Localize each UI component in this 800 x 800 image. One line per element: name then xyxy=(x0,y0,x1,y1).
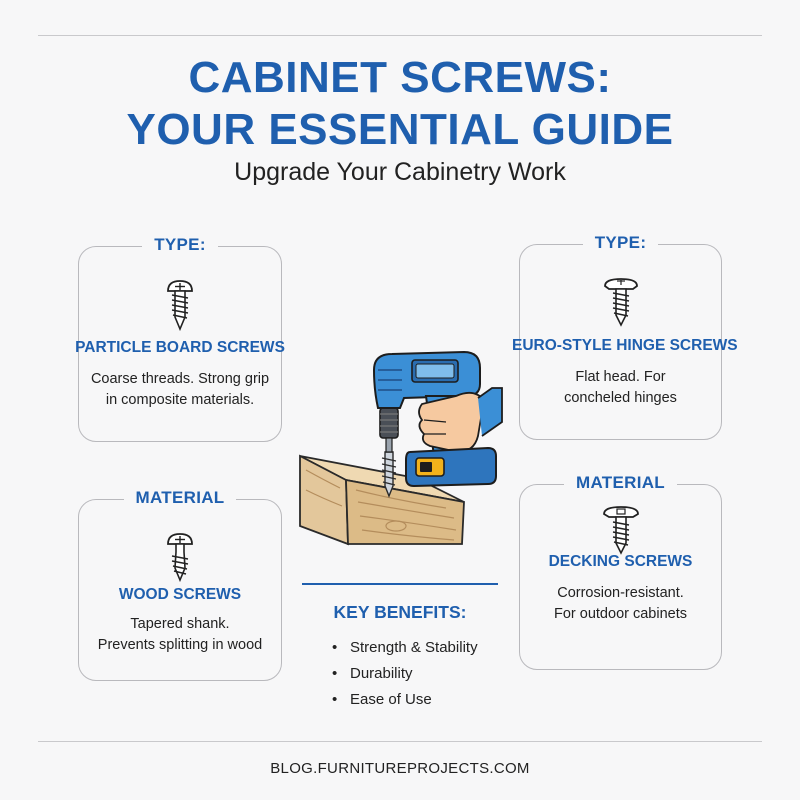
card-description-line2: Prevents splitting in wood xyxy=(97,637,263,653)
flat-head-screw-icon xyxy=(603,277,639,327)
footer-website: BLOG.FURNITUREPROJECTS.COM xyxy=(270,760,530,777)
card-tag: TYPE: xyxy=(79,235,281,255)
card-description-line2: For outdoor cabinets xyxy=(554,606,687,622)
top-divider xyxy=(38,35,762,36)
card-euro-style-hinge-screws xyxy=(512,233,738,440)
benefits-title: KEY BENEFITS: xyxy=(333,602,467,622)
card-decking-screws xyxy=(519,473,722,670)
decking-screw-icon xyxy=(602,505,640,555)
wood-screw-icon xyxy=(165,532,195,582)
card-description-line1: Corrosion-resistant. xyxy=(557,585,684,601)
benefits-divider xyxy=(302,583,498,585)
benefit-item: • Strength & Stability xyxy=(332,635,478,661)
benefits-list xyxy=(332,635,478,713)
cordless-drill-into-wood-icon xyxy=(296,340,524,546)
page-title-line1: CABINET SCREWS: xyxy=(188,53,612,102)
card-description-line1: Tapered shank. xyxy=(130,616,230,632)
page-subtitle: Upgrade Your Cabinetry Work xyxy=(234,158,566,186)
card-title: WOOD SCREWS xyxy=(118,586,242,603)
pan-head-screw-icon xyxy=(165,279,195,331)
card-description-line1: Flat head. For xyxy=(575,369,666,385)
card-title: DECKING SCREWS xyxy=(548,553,693,570)
bottom-divider xyxy=(38,741,762,742)
page-title-line2: YOUR ESSENTIAL GUIDE xyxy=(126,105,674,154)
benefit-item: • Durability xyxy=(332,661,478,687)
card-tag: TYPE: xyxy=(520,233,721,253)
card-wood-screws xyxy=(78,488,282,681)
card-description-line2: in composite materials. xyxy=(105,392,255,408)
card-title: PARTICLE BOARD SCREWS xyxy=(75,339,285,356)
card-particle-board-screws xyxy=(75,235,285,442)
card-tag: MATERIAL xyxy=(79,488,281,508)
card-description-line2: concheled hinges xyxy=(564,390,677,406)
card-tag: MATERIAL xyxy=(520,473,721,493)
card-description-line1: Coarse threads. Strong grip xyxy=(90,371,270,387)
benefit-item: • Ease of Use xyxy=(332,687,478,713)
card-title: EURO-STYLE HINGE SCREWS xyxy=(512,337,738,354)
